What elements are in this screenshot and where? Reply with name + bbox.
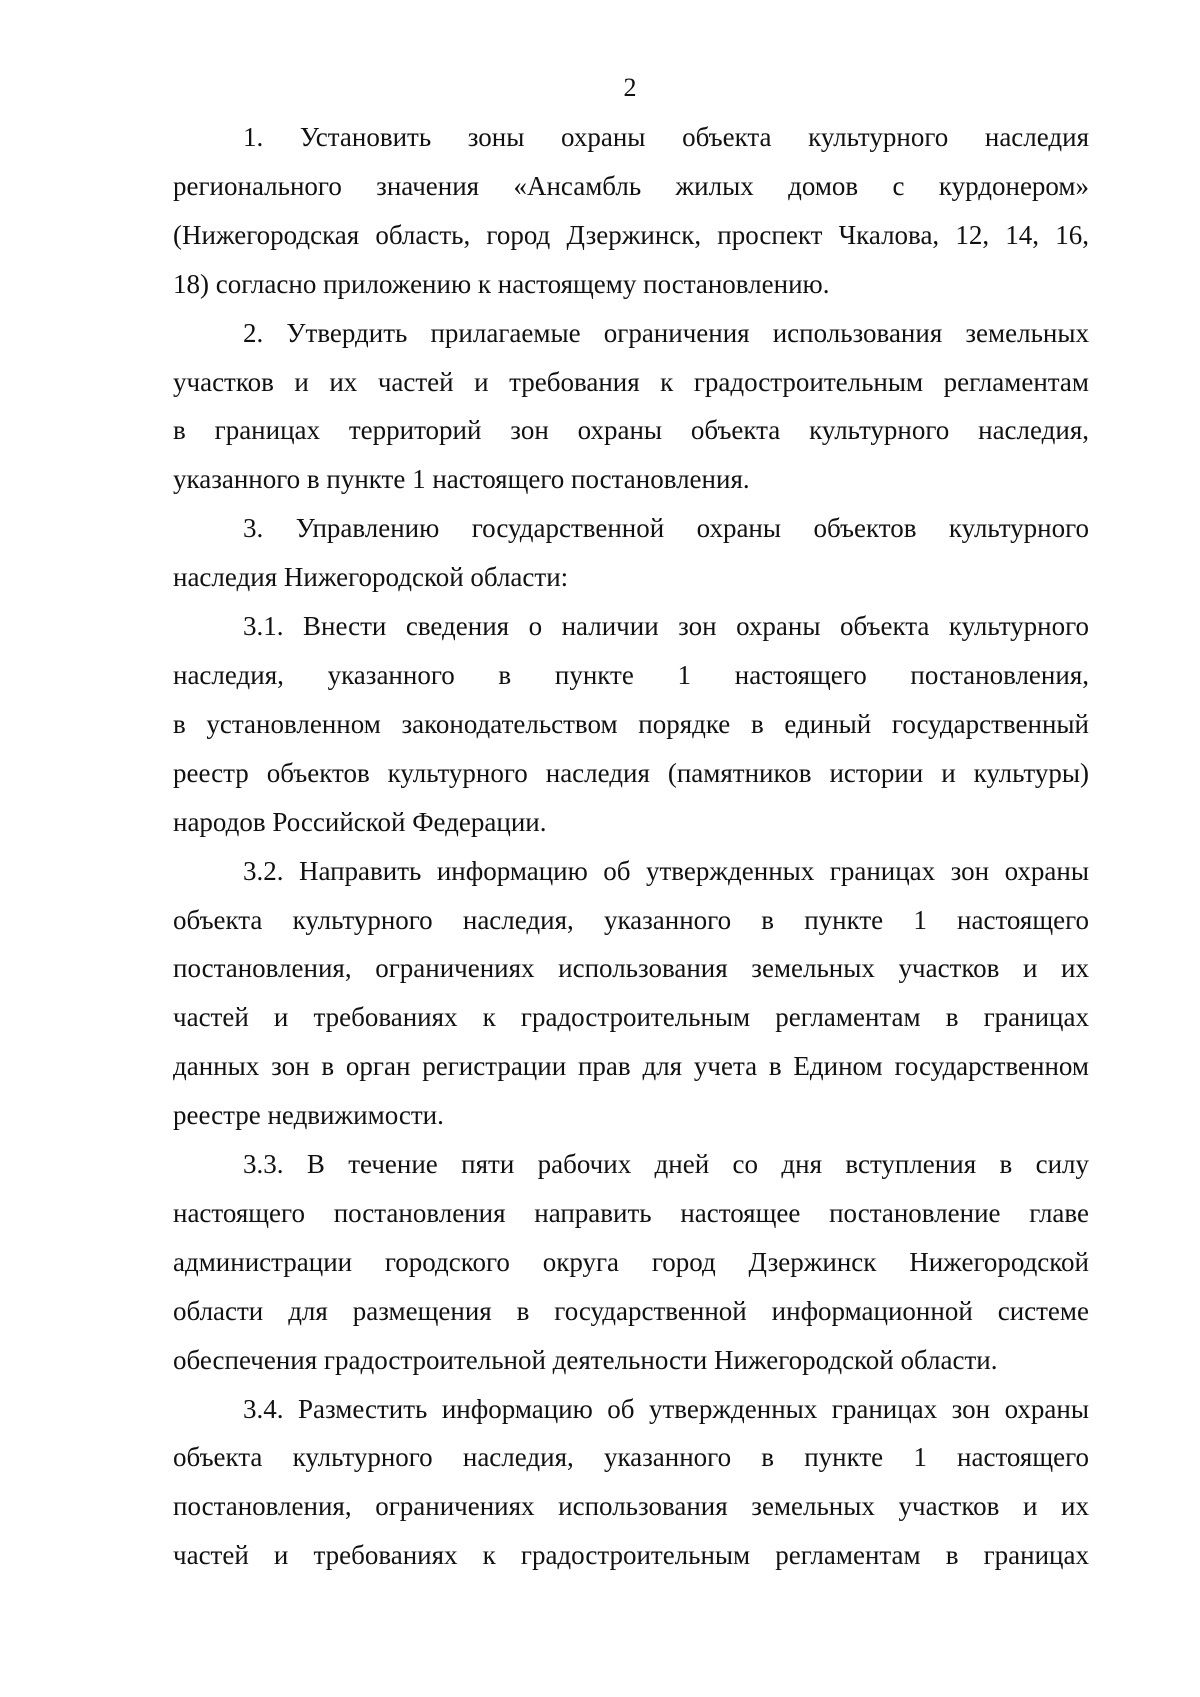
paragraph-3-2-line-1: 3.2. Направить информацию об утвержденных границах зон охраны <box>243 855 1089 886</box>
paragraph-2-line-2: участков и их частей и требования к градостроительным регламентам <box>173 366 1089 397</box>
paragraph-3-line-1: 3. Управлению государственной охраны объектов культурного <box>243 513 1089 544</box>
paragraph-3-4-line-3: постановления, ограничениях использования земельных участков и их <box>173 1491 1089 1522</box>
paragraph-3-4-line-4: частей и требованиях к градостроительным регламентам в границах <box>173 1540 1089 1571</box>
paragraph-3-3-line-5: обеспечения градостроительной деятельности Нижегородской области. <box>173 1344 998 1375</box>
paragraph-2-line-3: в границах территорий зон охраны объекта культурного наследия, <box>173 415 1089 446</box>
paragraph-2 <box>173 309 1089 505</box>
paragraph-1-line-4: 18) согласно приложению к настоящему постановлению. <box>173 268 830 299</box>
paragraph-3-3-line-4: области для размещения в государственной информационной системе <box>173 1295 1089 1326</box>
paragraph-3-2 <box>173 847 1089 1140</box>
paragraph-2-line-1: 2. Утвердить прилагаемые ограничения использования земельных <box>243 317 1089 348</box>
paragraph-3-1-line-3: в установленном законодательством порядке в единый государственный <box>173 708 1089 739</box>
paragraph-3-line-2: наследия Нижегородской области: <box>173 562 569 593</box>
paragraph-3-1-line-1: 3.1. Внести сведения о наличии зон охраны объекта культурного <box>243 611 1089 642</box>
paragraph-3-4-line-1: 3.4. Разместить информацию об утвержденных границах зон охраны <box>243 1393 1089 1424</box>
paragraph-3-3-line-1: 3.3. В течение пяти рабочих дней со дня вступления в силу <box>243 1149 1089 1180</box>
paragraph-1-line-2: регионального значения «Ансамбль жилых домов с курдонером» <box>173 170 1089 201</box>
paragraph-1 <box>173 113 1089 309</box>
paragraph-3-4-line-2: объекта культурного наследия, указанного в пункте 1 настоящего <box>173 1442 1089 1473</box>
document-body <box>173 113 1089 1580</box>
paragraph-3-3-line-3: администрации городского округа город Дзержинск Нижегородской <box>173 1246 1089 1277</box>
paragraph-3-1-line-4: реестр объектов культурного наследия (памятников истории и культуры) <box>173 757 1089 788</box>
paragraph-3-3 <box>173 1140 1089 1385</box>
paragraph-3-1 <box>173 602 1089 847</box>
paragraph-3-2-line-5: данных зон в орган регистрации прав для учета в Едином государственном <box>173 1051 1089 1082</box>
paragraph-3-3-line-2: настоящего постановления направить настоящее постановление главе <box>173 1197 1089 1228</box>
paragraph-3-2-line-2: объекта культурного наследия, указанного в пункте 1 настоящего <box>173 904 1089 935</box>
page-number: 2 <box>623 73 637 102</box>
paragraph-2-line-4: указанного в пункте 1 настоящего постановления. <box>173 464 750 495</box>
paragraph-1-line-1: 1. Установить зоны охраны объекта культурного наследия <box>243 122 1089 152</box>
paragraph-1-line-3: (Нижегородская область, город Дзержинск, проспект Чкалова, 12, 14, 16, <box>173 219 1089 250</box>
paragraph-3-1-line-2: наследия, указанного в пункте 1 настоящего постановления, <box>173 659 1089 690</box>
paragraph-3-4 <box>173 1385 1089 1581</box>
paragraph-3-2-line-4: частей и требованиях к градостроительным регламентам в границах <box>173 1002 1089 1033</box>
paragraph-3-1-line-5: народов Российской Федерации. <box>173 806 547 837</box>
paragraph-3-2-line-3: постановления, ограничениях использования земельных участков и их <box>173 953 1089 984</box>
paragraph-3 <box>173 504 1089 602</box>
paragraph-3-2-line-6: реестре недвижимости. <box>173 1100 444 1131</box>
